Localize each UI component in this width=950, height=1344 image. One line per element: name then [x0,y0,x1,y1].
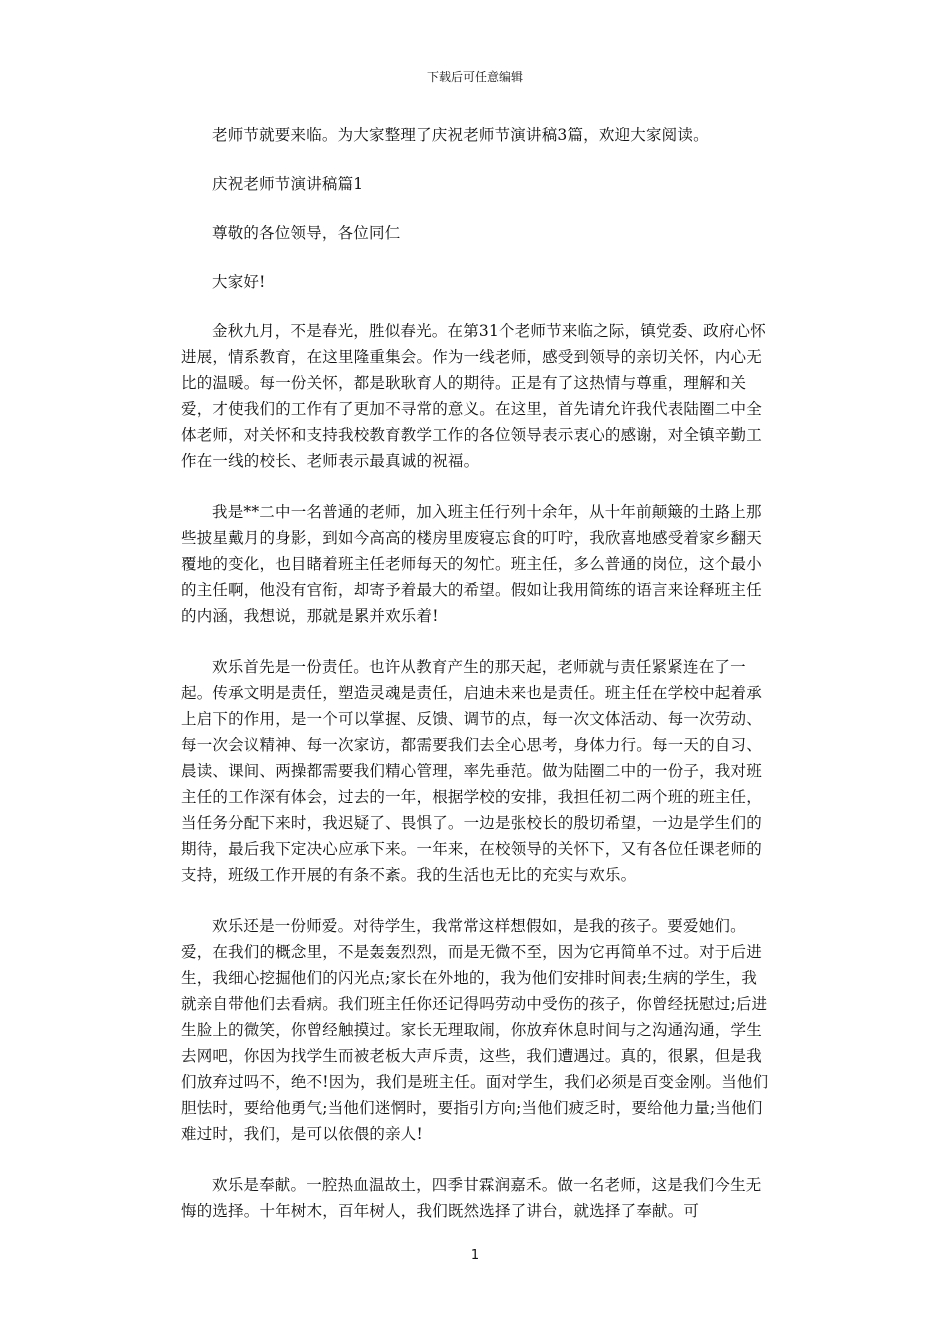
page-number: 1 [470,1248,480,1263]
paragraph-1: 金秋九月，不是春光，胜似春光。在第31个老师节来临之际，镇党委、政府心怀进展，情系教育，在这里隆重集会。作为一线老师，感受到领导的亲切关怀，内心无比的温暖。每一份关怀，都是耿耿育人的期待。正是有了这热情与尊重，理解和关爱，才使我们的工作有了更加不寻常的意义。在这里，首先请允许我代表陆圈二中全体老师，对关怀和支持我校教育教学工作的各位领导表示衷心的感谢，对全镇辛勤工作在一线的校长、老师表示最真诚的祝福。 [181,322,766,470]
speech-title: 庆祝老师节演讲稿篇1 [212,175,364,193]
intro-paragraph: 老师节就要来临。为大家整理了庆祝老师节演讲稿3篇，欢迎大家阅读。 [212,126,709,144]
paragraph-3: 欢乐首先是一份责任。也许从教育产生的那天起，老师就与责任紧紧连在了一起。传承文明是责任，塑造灵魂是责任，启迪未来也是责任。班主任在学校中起着承上启下的作用，是一个可以掌握、反馈、调节的点，每一次文体活动、每一次劳动、每一次会议精神、每一次家访，都需要我们去全心思考，身体力行。每一天的自习、晨读、课间、两操都需要我们精心管理，率先垂范。做为陆圈二中的一份子，我对班主任的工作深有体会，过去的一年，根据学校的安排，我担任初二两个班的班主任，当任务分配下来时，我迟疑了、畏惧了。一边是张校长的殷切希望，一边是学生们的期待，最后我下定决心应承下来。一年来，在校领导的关怀下，又有各位任课老师的支持，班级工作开展的有条不紊。我的生活也无比的充实与欢乐。 [181,658,762,884]
salutation: 尊敬的各位领导，各位同仁 [212,224,401,242]
document-body [181,122,771,1249]
page-header: 下载后可任意编辑 [426,70,523,84]
greeting: 大家好! [212,273,266,291]
paragraph-2: 我是**二中一名普通的老师，加入班主任行列十余年，从十年前颠簸的土路上那些披星戴月的身影，到如今高高的楼房里废寝忘食的叮咛，我欣喜地感受着家乡翻天覆地的变化，也目睹着班主任老师每天的匆忙。班主任，多么普通的岗位，这个最小的主任啊，他没有官衔，却寄予着最大的希望。假如让我用简练的语言来诠释班主任的内涵，我想说，那就是累并欢乐着! [181,503,762,625]
paragraph-4: 欢乐还是一份师爱。对待学生，我常常这样想假如，是我的孩子。要爱她们。爱，在我们的概念里，不是轰轰烈烈，而是无微不至，因为它再简单不过。对于后进生，我细心挖掘他们的闪光点;家长在外地的，我为他们安排时间表;生病的学生，我就亲自带他们去看病。我们班主任你还记得吗劳动中受伤的孩子，你曾经抚慰过;后进生脸上的微笑，你曾经触摸过。家长无理取闹，你放弃休息时间与之沟通沟通，学生去网吧，你因为找学生而被老板大声斥责，这些，我们遭遇过。真的，很累，但是我们放弃过吗不，绝不!因为，我们是班主任。面对学生，我们必须是百变金刚。当他们胆怯时，要给他勇气;当他们迷惘时，要指引方向;当他们疲乏时，要给他力量;当他们难过时，我们，是可以依偎的亲人! [181,917,769,1143]
paragraph-5: 欢乐是奉献。一腔热血温故土，四季甘霖润嘉禾。做一名老师，这是我们今生无悔的选择。十年树木，百年树人，我们既然选择了讲台，就选择了奉献。可 [181,1176,762,1220]
